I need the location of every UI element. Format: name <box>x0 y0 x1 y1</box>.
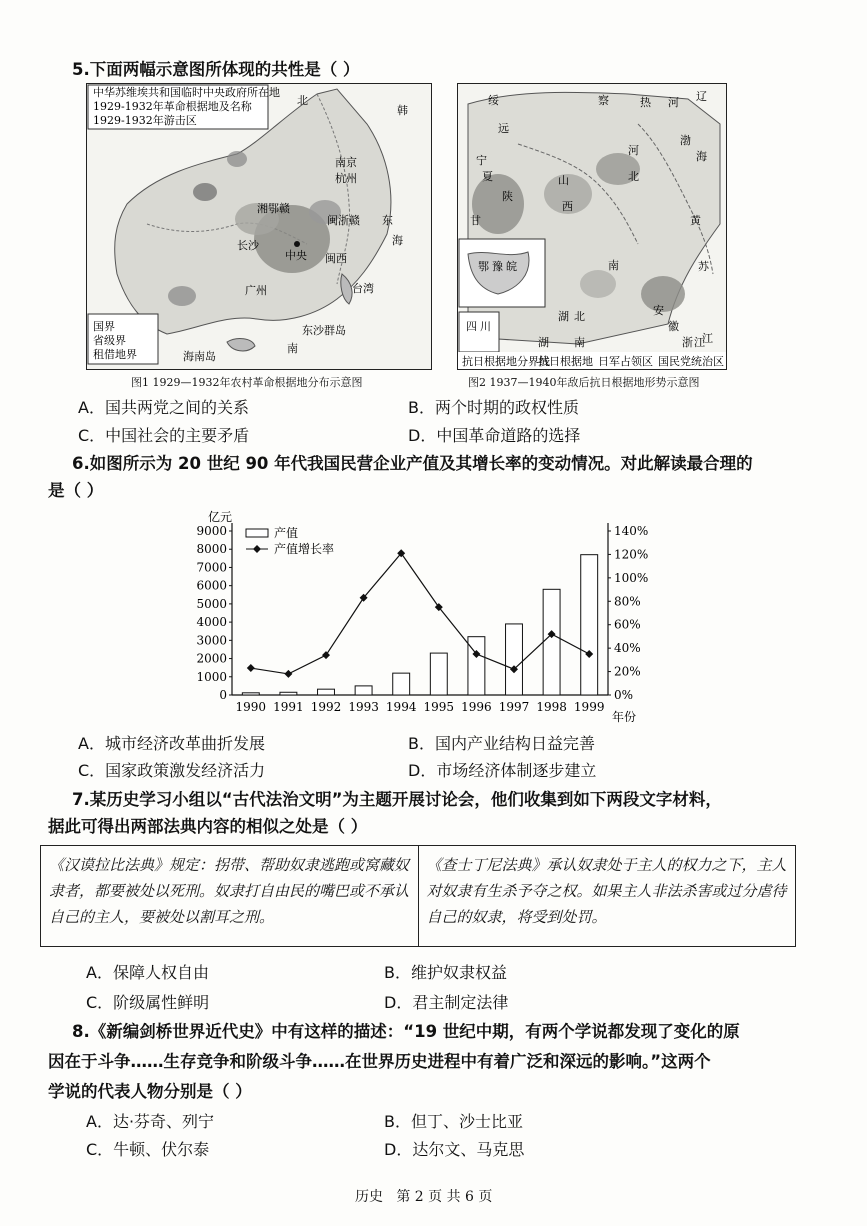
map1-label: 南 <box>287 342 298 355</box>
q8-option-c[interactable]: C．牛顿、伏尔泰 <box>86 1140 210 1159</box>
map2-label: 江 <box>702 332 713 345</box>
y-axis-label: 亿元 <box>208 510 233 524</box>
y-tick-label-left: 8000 <box>196 542 227 557</box>
map2-label: 北 <box>628 170 639 183</box>
q7-stem-line2: 据此可得出两部法典内容的相似之处是（ ） <box>48 817 368 836</box>
x-axis-label: 年份 <box>612 710 637 724</box>
q8-stem-line1: 8.《新编剑桥世界近代史》中有这样的描述：“19 世纪中期，有两个学说都发现了变化的原 <box>72 1022 740 1041</box>
x-tick-label: 1993 <box>348 700 379 714</box>
map1-label: 闽西 <box>325 252 347 265</box>
bar-1994 <box>393 673 410 695</box>
q6-option-a[interactable]: A．城市经济改革曲折发展 <box>78 734 265 753</box>
map1-legend-item: 租借地界 <box>93 348 137 361</box>
map1-label: 闽浙赣 <box>327 214 360 227</box>
q5-option-c[interactable]: C．中国社会的主要矛盾 <box>78 426 250 445</box>
y-tick-label-left: 2000 <box>196 651 227 666</box>
q6-option-d[interactable]: D．市场经济体制逐步建立 <box>408 761 597 780</box>
growth-rate-line <box>251 553 589 674</box>
q7-material-left: 《汉谟拉比法典》规定：拐带、帮助奴隶逃跑或窝藏奴隶者，都要被处以死刑。奴隶打自由民的嘴巴或不承认自己的主人，要被处以割耳之刑。 <box>41 846 419 947</box>
y-tick-label-right: 100% <box>614 570 649 585</box>
map2-label: 河 <box>628 144 639 157</box>
x-tick-label: 1996 <box>461 700 492 714</box>
growth-point-1991 <box>284 670 292 678</box>
map1-label: 湘鄂赣 <box>257 202 290 215</box>
map2-label: 川 <box>480 320 491 333</box>
x-tick-label: 1999 <box>573 700 605 714</box>
map2-label: 南 <box>608 259 619 272</box>
map1-label: 北 <box>297 94 308 107</box>
map2-label: 江 <box>694 336 705 349</box>
q6-option-b[interactable]: B．国内产业结构日益完善 <box>408 734 595 753</box>
map2-label: 热 <box>640 96 651 109</box>
chart-svg <box>190 505 680 725</box>
y-tick-label-left: 5000 <box>196 596 227 611</box>
map2-label: 察 <box>598 94 609 107</box>
map2-label: 湖 <box>558 310 569 323</box>
q5-option-a[interactable]: A．国共两党之间的关系 <box>78 398 249 417</box>
map2-legend-item: 日军占领区 <box>598 355 653 368</box>
map2-label: 远 <box>498 122 509 135</box>
legend-line-marker <box>253 545 261 553</box>
map1-label: 台湾 <box>352 282 374 295</box>
x-tick-label: 1991 <box>273 700 304 714</box>
y-tick-label-right: 0% <box>614 688 634 702</box>
legend-bar-swatch <box>246 529 268 537</box>
bar-1998 <box>543 589 560 695</box>
map2-label: 安 <box>653 304 664 317</box>
map1-label: 海南岛 <box>183 350 216 363</box>
map1-label: 韩 <box>397 104 408 117</box>
q7-option-b[interactable]: B．维护奴隶权益 <box>384 963 507 982</box>
x-tick-label: 1994 <box>385 700 417 714</box>
legend-line-label: 产值增长率 <box>274 542 335 556</box>
y-tick-label-right: 40% <box>614 641 641 656</box>
y-tick-label-left: 3000 <box>196 633 227 648</box>
y-tick-label-left: 4000 <box>196 615 227 630</box>
q7-option-c[interactable]: C．阶级属性鲜明 <box>86 993 210 1012</box>
map2-label: 渤 <box>680 134 691 147</box>
y-tick-label-left: 6000 <box>196 578 227 593</box>
q7-material-right: 《查士丁尼法典》承认奴隶处于主人的权力之下，主人对奴隶有生杀予夺之权。如果主人非法杀害或过分虐待自己的奴隶，将受到处罚。 <box>418 846 796 947</box>
map2-label: 北 <box>574 310 585 323</box>
map1-caption: 图1 1929—1932年农村革命根据地分布示意图 <box>131 376 363 389</box>
x-tick-label: 1995 <box>423 700 455 714</box>
map1-label: 海 <box>392 234 403 247</box>
y-tick-label-left: 7000 <box>196 560 227 575</box>
y-tick-label-left: 9000 <box>196 524 227 538</box>
y-tick-label-right: 120% <box>614 547 649 562</box>
map1-label: 南京 <box>335 156 357 169</box>
y-tick-label-right: 60% <box>614 617 641 632</box>
bar-1990 <box>242 693 259 695</box>
map-1-revolutionary-bases <box>86 83 432 370</box>
bar-1995 <box>430 653 447 695</box>
x-tick-label: 1998 <box>536 700 567 714</box>
map-2-anti-japanese-bases <box>457 83 727 370</box>
map1-label: 东 <box>382 214 393 227</box>
y-tick-label-right: 20% <box>614 664 641 679</box>
map1-label: 长沙 <box>237 239 259 252</box>
q6-stem-line1: 6.如图所示为 20 世纪 90 年代我国民营企业产值及其增长率的变动情况。对此解读最合理的 <box>72 454 753 473</box>
y-tick-label-right: 140% <box>614 524 649 538</box>
map2-legend-item: 抗日根据地 <box>538 355 593 368</box>
q5-option-b[interactable]: B．两个时期的政权性质 <box>408 398 579 417</box>
bar-1991 <box>280 692 297 695</box>
map2-caption: 图2 1937—1940年敌后抗日根据地形势示意图 <box>468 376 700 389</box>
y-tick-label-left: 1000 <box>196 669 227 684</box>
map1-legend-item: 1929-1932年游击区 <box>93 114 197 127</box>
map1-legend-item: 中华苏维埃共和国临时中央政府所在地 <box>93 86 280 99</box>
growth-point-1990 <box>247 664 255 672</box>
q8-option-a[interactable]: A．达·芬奇、列宁 <box>86 1112 215 1131</box>
map1-legend-item: 国界 <box>93 320 115 333</box>
bar-1999 <box>581 555 598 695</box>
map1-label: 广州 <box>245 284 267 297</box>
map2-label: 宁 <box>476 154 487 167</box>
x-tick-label: 1992 <box>310 700 342 714</box>
map2-label: 西 <box>562 200 573 213</box>
map2-label: 皖 <box>506 260 517 273</box>
growth-point-1992 <box>322 651 330 659</box>
q8-option-b[interactable]: B．但丁、沙士比亚 <box>384 1112 523 1131</box>
map2-legend-item: 国民党统治区 <box>658 355 724 368</box>
map2-label: 河 <box>668 96 679 109</box>
q8-stem-line3: 学说的代表人物分别是（ ） <box>48 1082 252 1101</box>
map2-label: 甘 <box>470 214 481 227</box>
map2-label: 豫 <box>492 260 503 273</box>
bar-1993 <box>355 686 372 695</box>
bar-1997 <box>506 624 523 695</box>
map2-label: 湖 <box>538 336 549 349</box>
map1-label: 东沙群岛 <box>302 324 346 337</box>
q6-option-c[interactable]: C．国家政策激发经济活力 <box>78 761 266 780</box>
q8-option-d[interactable]: D．达尔文、马克思 <box>384 1140 525 1159</box>
map2-label: 陕 <box>502 190 513 203</box>
legend-bar-label: 产值 <box>274 526 299 540</box>
y-tick-label-left: 0 <box>219 688 227 702</box>
q6-chart <box>190 505 680 729</box>
map2-legend-item: 抗日根据地分界线 <box>462 355 550 368</box>
q6-stem-line2: 是（ ） <box>48 481 104 500</box>
q8-stem-line2: 因在于斗争……生存竞争和阶级斗争……在世界历史进程中有着广泛和深远的影响。”这两个 <box>48 1052 711 1071</box>
map2-label: 苏 <box>698 260 709 273</box>
map2-label: 绥 <box>488 94 499 107</box>
map2-label: 四 <box>466 320 477 333</box>
map2-label: 夏 <box>482 170 493 183</box>
map1-label: 杭州 <box>335 172 357 185</box>
map1-label: 中央 <box>285 249 307 262</box>
y-tick-label-right: 80% <box>614 594 641 609</box>
map1-legend-item: 1929-1932年革命根据地及名称 <box>93 100 252 113</box>
x-tick-label: 1997 <box>498 700 530 714</box>
q7-option-a[interactable]: A．保障人权自由 <box>86 963 209 982</box>
map2-label: 黄 <box>690 214 701 227</box>
page-footer: 历史 第 2 页 共 6 页 <box>355 1189 493 1205</box>
q7-stem-line1: 7.某历史学习小组以“古代法治文明”为主题开展讨论会，他们收集到如下两段文字材料， <box>72 790 722 809</box>
map2-label: 徽 <box>668 320 679 333</box>
bar-1996 <box>468 637 485 695</box>
x-tick-label: 1990 <box>235 700 267 714</box>
q7-option-d[interactable]: D．君主制定法律 <box>384 993 509 1012</box>
map2-label: 鄂 <box>478 260 489 273</box>
map2-label: 海 <box>696 150 707 163</box>
q7-material-table <box>40 845 796 947</box>
bar-1992 <box>318 689 335 695</box>
map2-label: 南 <box>574 336 585 349</box>
map2-label: 山 <box>558 174 569 187</box>
map2-label: 浙 <box>682 336 693 349</box>
map2-label: 辽 <box>696 90 707 103</box>
q5-option-d[interactable]: D．中国革命道路的选择 <box>408 426 581 445</box>
map1-legend-item: 省级界 <box>93 334 126 347</box>
q5-stem: 5.下面两幅示意图所体现的共性是（ ） <box>72 60 360 79</box>
